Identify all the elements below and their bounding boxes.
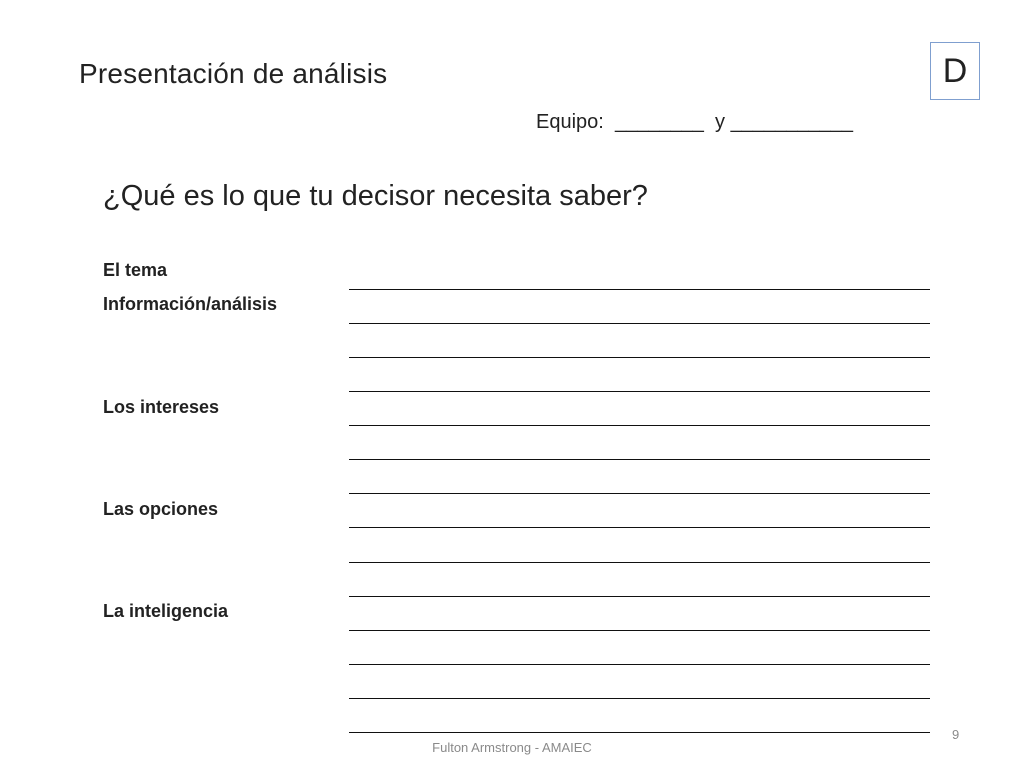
- label-informacion: Información/análisis: [103, 294, 278, 314]
- label-intereses: Los intereses: [103, 397, 220, 417]
- section-badge: D: [930, 42, 980, 100]
- label-inteligencia: La inteligencia: [103, 601, 229, 621]
- answer-line[interactable]: [349, 357, 930, 358]
- label-opciones: Las opciones: [103, 499, 219, 519]
- answer-line[interactable]: [349, 630, 930, 631]
- answer-line[interactable]: [349, 527, 930, 528]
- answer-line[interactable]: [349, 425, 930, 426]
- footer-text: [0, 740, 1024, 755]
- answer-line[interactable]: [349, 289, 930, 290]
- answer-line[interactable]: [349, 664, 930, 665]
- answer-line[interactable]: [349, 732, 930, 733]
- label-tema: El tema: [103, 260, 168, 280]
- answer-line[interactable]: [349, 562, 930, 563]
- slide-title: Presentación de análisis: [79, 58, 388, 89]
- answer-line[interactable]: [349, 698, 930, 699]
- footer-label: Fulton Armstrong - AMAIEC: [432, 740, 592, 755]
- answer-line[interactable]: [349, 323, 930, 324]
- answer-line[interactable]: [349, 596, 930, 597]
- main-question: ¿Qué es lo que tu decisor necesita saber?: [103, 180, 648, 212]
- answer-line[interactable]: [349, 391, 930, 392]
- answer-line[interactable]: [349, 493, 930, 494]
- answer-line[interactable]: [349, 459, 930, 460]
- page-number: 9: [952, 727, 960, 742]
- team-line: Equipo: ________ y ___________: [536, 111, 853, 133]
